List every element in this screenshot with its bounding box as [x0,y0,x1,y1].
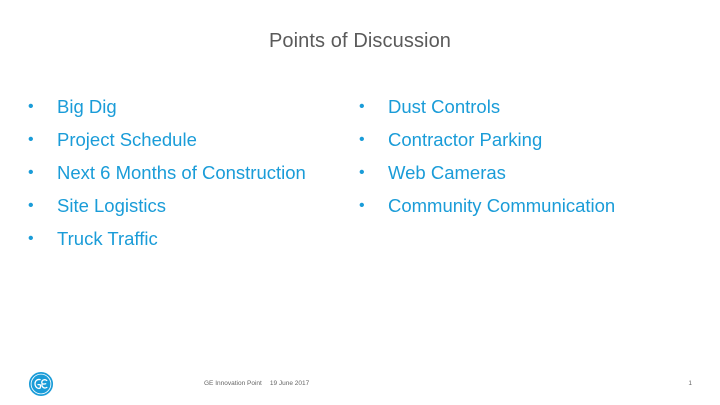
bullet-icon: • [28,197,34,214]
bullet-text: Contractor Parking [388,129,543,150]
bullet-text: Dust Controls [388,96,501,117]
bullet-text: Community Communication [388,195,616,216]
bullet-item [28,127,306,160]
bullet-icon: • [28,131,34,148]
footer-text [204,380,309,387]
slide-title: Points of Discussion [268,30,452,52]
bullet-item [359,127,615,160]
ge-monogram-icon [28,371,54,397]
footer-date: 19 June 2017 [269,380,310,387]
bullet-text: Big Dig [57,96,117,117]
bullet-item [359,160,615,193]
bullet-item [28,94,306,127]
bullet-item [28,193,306,226]
bullet-item [28,160,306,193]
bullet-text: Project Schedule [57,129,197,150]
bullet-icon: • [28,164,34,181]
bullet-icon: • [359,197,365,214]
bullet-item [359,94,615,127]
bullet-icon: • [28,98,34,115]
bullet-item [28,226,306,259]
bullet-list-left [28,94,306,259]
bullet-text: Truck Traffic [57,228,158,249]
bullet-icon: • [359,131,365,148]
bullet-text: Web Cameras [388,162,506,183]
bullet-item [359,193,615,226]
page-number: 1 [688,380,692,387]
bullet-list-right [359,94,615,226]
bullet-icon: • [359,164,365,181]
bullet-icon: • [28,230,34,247]
bullet-text: Site Logistics [57,195,166,216]
bullet-text: Next 6 Months of Construction [57,162,306,183]
bullet-icon: • [359,98,365,115]
footer-presenter: GE Innovation Point [204,380,262,387]
